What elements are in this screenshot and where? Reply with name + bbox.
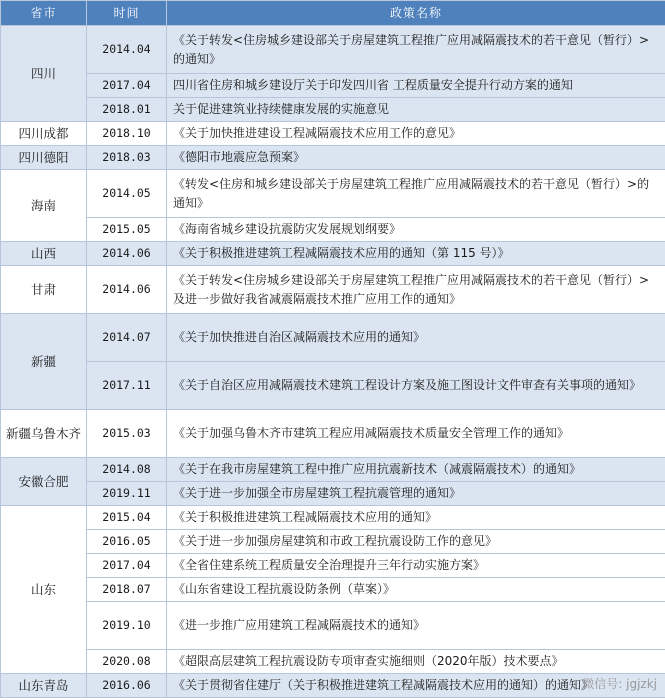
time-cell: 2015.04 [87, 506, 167, 530]
policy-cell: 《海南省城乡建设抗震防灾发展规划纲要》 [167, 218, 665, 242]
province-cell: 安徽合肥 [1, 458, 87, 506]
table-row [1, 650, 665, 674]
table-row [1, 554, 665, 578]
policy-cell: 《超限高层建筑工程抗震设防专项审查实施细则（2020年版）技术要点》 [167, 650, 665, 674]
policy-cell: 关于促进建筑业持续健康发展的实施意见 [167, 98, 665, 122]
time-cell: 2020.08 [87, 650, 167, 674]
policy-cell: 《全省住建系统工程质量安全治理提升三年行动实施方案》 [167, 554, 665, 578]
policy-cell: 《德阳市地震应急预案》 [167, 146, 665, 170]
province-cell: 山东青岛 [1, 674, 87, 698]
time-cell: 2018.10 [87, 122, 167, 146]
policy-cell: 《转发<住房和城乡建设部关于房屋建筑工程推广应用减隔震技术的若干意见（暂行）>的通知》 [167, 170, 665, 218]
time-cell: 2017.04 [87, 74, 167, 98]
policy-cell: 四川省住房和城乡建设厅关于印发四川省 工程质量安全提升行动方案的通知 [167, 74, 665, 98]
table-row [1, 74, 665, 98]
policy-cell: 《关于积极推进建筑工程减隔震技术应用的通知（第 115 号）》 [167, 242, 665, 266]
time-cell: 2014.07 [87, 314, 167, 362]
table-row [1, 578, 665, 602]
table-body [1, 26, 665, 698]
time-cell: 2015.05 [87, 218, 167, 242]
time-cell: 2016.05 [87, 530, 167, 554]
table-row [1, 146, 665, 170]
policy-cell: 《关于转发<住房城乡建设部关于房屋建筑工程推广应用减隔震技术的若干意见（暂行）>及进一步做好我省减震隔震技术推广应用工作的通知》 [167, 266, 665, 314]
time-cell: 2014.05 [87, 170, 167, 218]
province-cell: 四川成都 [1, 122, 87, 146]
policy-cell: 《关于在我市房屋建筑工程中推广应用抗震新技术（减震隔震技术）的通知》 [167, 458, 665, 482]
time-cell: 2014.04 [87, 26, 167, 74]
time-cell: 2018.07 [87, 578, 167, 602]
header-policy: 政策名称 [167, 1, 665, 26]
table-row [1, 98, 665, 122]
time-cell: 2014.06 [87, 242, 167, 266]
time-cell: 2014.08 [87, 458, 167, 482]
header-province: 省市 [1, 1, 87, 26]
table-row [1, 674, 665, 698]
policy-cell: 《关于进一步加强全市房屋建筑工程抗震管理的通知》 [167, 482, 665, 506]
table-row [1, 602, 665, 650]
province-cell: 新疆 [1, 314, 87, 410]
policy-cell: 《关于加强乌鲁木齐市建筑工程应用减隔震技术质量安全管理工作的通知》 [167, 410, 665, 458]
table-row [1, 410, 665, 458]
table-row [1, 218, 665, 242]
time-cell: 2018.03 [87, 146, 167, 170]
time-cell: 2018.01 [87, 98, 167, 122]
province-cell: 新疆乌鲁木齐 [1, 410, 87, 458]
table-row [1, 266, 665, 314]
policy-cell: 《关于进一步加强房屋建筑和市政工程抗震设防工作的意见》 [167, 530, 665, 554]
policy-cell: 《关于加快推进自治区减隔震技术应用的通知》 [167, 314, 665, 362]
policy-cell: 《关于贯彻省住建厅（关于积极推进建筑工程减隔震技术应用的通知）的通知》 [167, 674, 665, 698]
province-cell: 四川德阳 [1, 146, 87, 170]
table-row [1, 122, 665, 146]
header-row [1, 1, 665, 26]
time-cell: 2017.04 [87, 554, 167, 578]
table-row [1, 314, 665, 362]
province-cell: 海南 [1, 170, 87, 242]
province-cell: 山东 [1, 506, 87, 674]
policy-cell: 《关于自治区应用减隔震技术建筑工程设计方案及施工图设计文件审查有关事项的通知》 [167, 362, 665, 410]
province-cell: 四川 [1, 26, 87, 122]
table-row [1, 26, 665, 74]
watermark: 微信号: jgjzkj [582, 677, 657, 691]
policy-cell: 《关于积极推进建筑工程减隔震技术应用的通知》 [167, 506, 665, 530]
table-row [1, 170, 665, 218]
province-cell: 甘肃 [1, 266, 87, 314]
header-time: 时间 [87, 1, 167, 26]
table-row [1, 458, 665, 482]
table-row [1, 506, 665, 530]
time-cell: 2014.06 [87, 266, 167, 314]
table-row [1, 482, 665, 506]
policy-cell: 《关于加快推进建设工程减隔震技术应用工作的意见》 [167, 122, 665, 146]
policy-cell: 《进一步推广应用建筑工程减隔震技术的通知》 [167, 602, 665, 650]
time-cell: 2019.11 [87, 482, 167, 506]
province-cell: 山西 [1, 242, 87, 266]
table-row [1, 242, 665, 266]
policy-cell: 《山东省建设工程抗震设防条例（草案）》 [167, 578, 665, 602]
table-row [1, 530, 665, 554]
time-cell: 2016.06 [87, 674, 167, 698]
policy-cell: 《关于转发<住房城乡建设部关于房屋建筑工程推广应用减隔震技术的若干意见（暂行）>的通知》 [167, 26, 665, 74]
table-row [1, 362, 665, 410]
time-cell: 2015.03 [87, 410, 167, 458]
time-cell: 2019.10 [87, 602, 167, 650]
time-cell: 2017.11 [87, 362, 167, 410]
